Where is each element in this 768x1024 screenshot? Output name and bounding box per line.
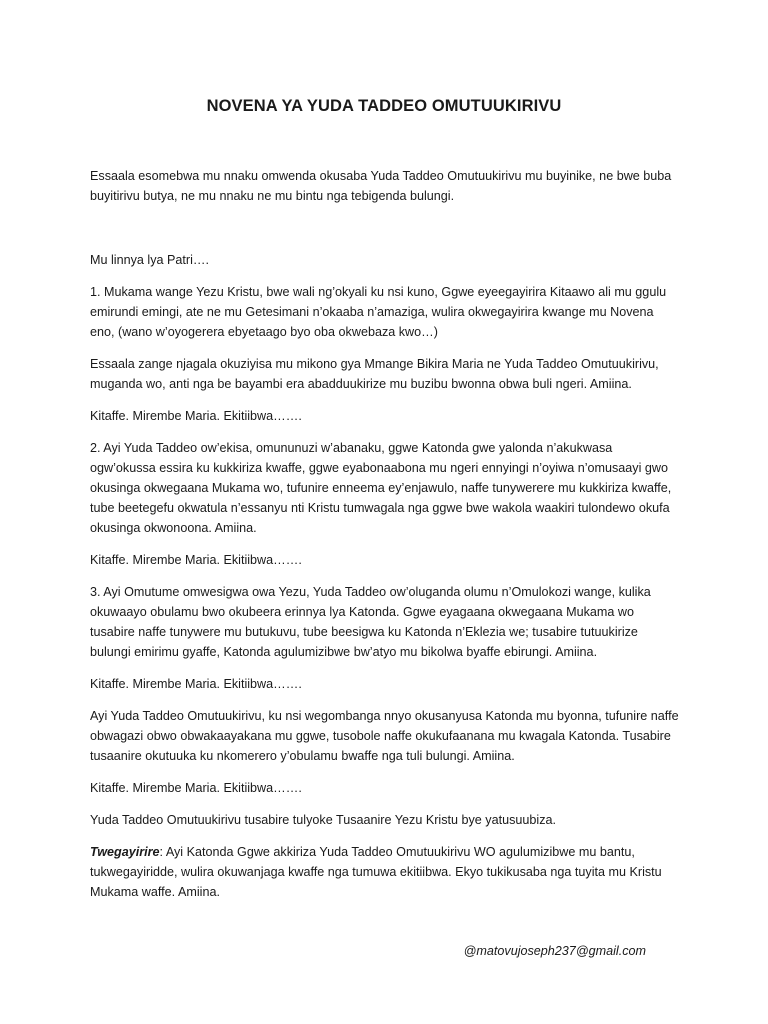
- paragraph-prayer-3: 3. Ayi Omutume omwesigwa owa Yezu, Yuda Taddeo ow’oluganda olumu n’Omulokozi wange, kulika okuwaayo obulamu bwo okubeera erinnya lya Katonda. Ggwe eyagaana okwegaana Mukama wo tusabire naffe tunywere mu butukuvu, tube beesigwa ku Katonda n’Eklezia we; tusabire tutuukirize bulungi emirimu gyaffe, Katonda agulumizibwe bw’atyo mu bikolwa byaffe ebirungi. Amiina.: [90, 585, 651, 659]
- paragraph-refrain-4: Kitaffe. Mirembe Maria. Ekitiibwa…….: [90, 781, 302, 795]
- paragraph-refrain-3: Kitaffe. Mirembe Maria. Ekitiibwa…….: [90, 677, 302, 691]
- paragraph-invocation: Yuda Taddeo Omutuukirivu tusabire tulyoke Tusaanire Yezu Kristu bye yatusuubiza.: [90, 813, 557, 827]
- closing-lead: Twegayirire: [90, 845, 160, 859]
- paragraph-opening: Mu linnya lya Patri….: [90, 253, 209, 267]
- paragraph-prayer-1: 1. Mukama wange Yezu Kristu, bwe wali ng’okyali ku nsi kuno, Ggwe eyeegayirira Kitaawo ali mu ggulu emirundi emingi, ate ne mu Getesimani n’okaaba n’amaziga, wulira okwegayirira kwange mu Novena eno, (wano w’oyogerera ebyetaago byo oba okwebaza kwo…): [90, 285, 667, 339]
- paragraph-prayer-2: 2. Ayi Yuda Taddeo ow’ekisa, omununuzi w’abanaku, ggwe Katonda gwe yalonda n’akukwasa ogw’okussa essira ku kukkiriza kwaffe, ggwe eyabonaabona mu ngeri ennyingi n’oyiwa n’omusaayi gwo okusinga okwegaana Mukama wo, tufunire enneema ey’enjawulo, naffe tunywerere mu kukkiriza kwaffe, tube beetegefu okwatula n’essanyu nti Kristu tumwagala nga ggwe bwe wakola waakiri tulondewo okufa okusinga okwonoona. Amiina.: [90, 441, 672, 535]
- page-title: NOVENA YA YUDA TADDEO OMUTUUKIRIVU: [206, 97, 562, 115]
- paragraph-intercession: Essaala zange njagala okuziyisa mu mikono gya Mmange Bikira Maria ne Yuda Taddeo Omutuukirivu, muganda wo, anti nga be bayambi era abadduukirize mu buzibu bwonna obwa buli ngeri. Amiina.: [90, 357, 659, 391]
- paragraph-prayer-4: Ayi Yuda Taddeo Omutuukirivu, ku nsi wegombanga nnyo okusanyusa Katonda mu byonna, tufunire naffe obwagazi obwo obwakaayakana mu ggwe, tusobole naffe okukufaanana mu kwagala Katonda. Tusabire tusaanire okutuuka ku nkomerero y’obulamu bwaffe nga tuli bulungi. Amiina.: [90, 709, 679, 763]
- closing-text: : Ayi Katonda Ggwe akkiriza Yuda Taddeo Omutuukirivu WO agulumizibwe mu bantu, tukwegayiridde, wulira okuwanjaga kwaffe nga tumuwa ekitiibwa. Ekyo tukikusaba nga tuyita mu Kristu Mukama waffe. Amiina.: [90, 845, 662, 899]
- paragraph-refrain-1: Kitaffe. Mirembe Maria. Ekitiibwa…….: [90, 409, 302, 423]
- document-body: [90, 166, 680, 914]
- paragraph-closing: [90, 842, 680, 902]
- intro-paragraph: Essaala esomebwa mu nnaku omwenda okusaba Yuda Taddeo Omutuukirivu mu buyinike, ne bwe buba buyitirivu butya, ne mu nnaku ne mu bintu nga tebigenda bulungi.: [90, 169, 672, 203]
- author-email: @matovujoseph237@gmail.com: [463, 944, 646, 958]
- paragraph-refrain-2: Kitaffe. Mirembe Maria. Ekitiibwa…….: [90, 553, 302, 567]
